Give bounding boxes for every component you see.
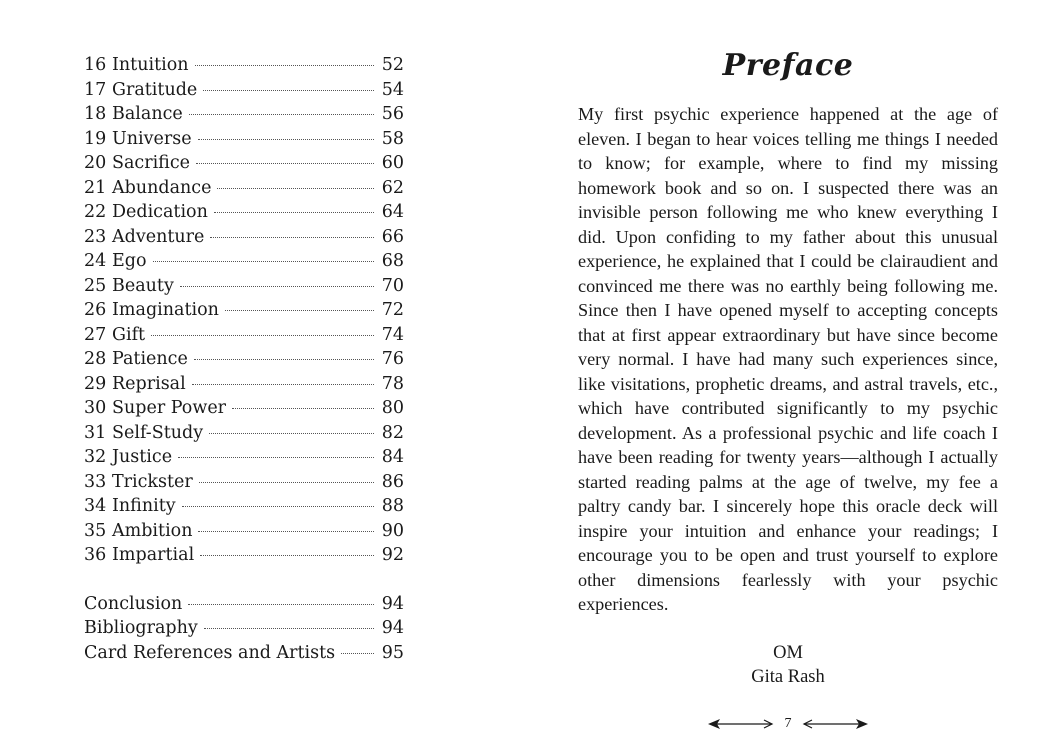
- toc-leader-dots: [178, 457, 374, 458]
- toc-page-number: 58: [381, 128, 404, 149]
- toc-row: [84, 102, 404, 127]
- toc-leader-dots: [188, 604, 373, 605]
- toc-leader-dots: [232, 408, 374, 409]
- toc-chapter-number: 36: [84, 545, 107, 565]
- toc-leader-dots: [180, 286, 374, 287]
- toc-chapter-number: 21: [84, 177, 107, 198]
- toc-title: Trickster: [112, 471, 193, 492]
- toc-page-number: 94: [381, 618, 404, 638]
- toc-row: [84, 274, 404, 299]
- toc-title: Adventure: [112, 226, 205, 247]
- toc-row: [84, 494, 404, 519]
- toc-leader-dots: [194, 359, 374, 360]
- toc-leader-dots: [198, 139, 374, 140]
- toc-back-matter-list: [84, 592, 404, 666]
- toc-title: Beauty: [112, 275, 174, 296]
- toc-title: Infinity: [112, 496, 176, 516]
- page-number: 7: [784, 716, 792, 731]
- toc-leader-dots: [195, 65, 374, 66]
- toc-title: Ambition: [112, 520, 193, 541]
- toc-chapter-number: 24: [84, 251, 107, 271]
- toc-row: [84, 200, 404, 225]
- toc-chapter-number: 16: [84, 55, 107, 75]
- toc-row: [84, 249, 404, 274]
- toc-page-number: 72: [381, 300, 404, 320]
- toc-title: Super Power: [112, 398, 227, 418]
- toc-chapter-number: 26: [84, 300, 107, 320]
- toc-chapter-number: 35: [84, 520, 107, 541]
- toc-row: [84, 298, 404, 323]
- toc-page-number: 86: [381, 471, 404, 492]
- toc-row: [84, 641, 404, 666]
- toc-leader-dots: [196, 163, 374, 164]
- toc-row: [84, 396, 404, 421]
- toc-row: [84, 151, 404, 176]
- toc-page-number: 64: [381, 202, 404, 222]
- toc-title: Abundance: [112, 177, 212, 198]
- toc-title: Reprisal: [112, 373, 186, 394]
- toc-chapter-number: 32: [84, 447, 107, 467]
- toc-row: [84, 445, 404, 470]
- toc-leader-dots: [217, 188, 373, 189]
- toc-page-number: 80: [381, 398, 404, 418]
- toc-title: Conclusion: [84, 593, 183, 614]
- toc-page-number: 84: [381, 447, 404, 467]
- toc-row: [84, 372, 404, 397]
- toc-leader-dots: [204, 628, 374, 629]
- toc-chapter-number: 33: [84, 471, 107, 492]
- toc-row: [84, 543, 404, 568]
- toc-page-number: 94: [381, 593, 404, 614]
- toc-title: Dedication: [112, 202, 208, 222]
- toc-chapter-number: 29: [84, 373, 107, 394]
- toc-title: Universe: [112, 128, 192, 149]
- toc-page-number: 78: [381, 373, 404, 394]
- toc-leader-dots: [209, 433, 374, 434]
- preface-body: My first psychic experience happened at the age of eleven. I began to hear voices telling me things I needed to know; for example, where to find my missing homework book and so on. I suspected there was an invisible person following me who knew everything I did. Upon confiding to my father about this unusual experience, he explained that I could be clairaudient and convinced me there was no earthly being following me. Since then I have opened myself to accepting concepts that at first appear extraordinary but have since become very normal. I have had many such experiences since, like visitations, prophetic dreams, and astral travels, etc., which have contributed significantly to my psychic development. As a professional psychic and life coach I have been reading for twenty years—although I actually started reading palms at the age of twelve, my fee a paltry candy bar. I sincerely hope this oracle deck will inspire your intuition and enhance your readings; I encourage you to be open and trust yourself to explore other dimensions fearlessly with your psychic experiences.: [578, 104, 998, 614]
- preface-author: Gita Rash: [751, 667, 825, 687]
- toc-leader-dots: [200, 555, 374, 556]
- toc-leader-dots: [199, 482, 374, 483]
- toc-chapter-list: [84, 53, 404, 568]
- toc-page-number: 74: [381, 324, 404, 345]
- toc-title: Sacrifice: [112, 153, 191, 173]
- toc-chapter-number: 17: [84, 79, 107, 100]
- toc-page-number: 76: [381, 349, 404, 369]
- toc-page-number: 54: [381, 79, 404, 100]
- toc-title: Ego: [112, 251, 147, 271]
- toc-title: Self-Study: [112, 422, 204, 443]
- toc-row: [84, 225, 404, 250]
- page-footer: [708, 714, 868, 734]
- toc-page-number: 82: [381, 422, 404, 443]
- toc-page-number: 70: [381, 275, 404, 296]
- preface-closing: OM: [773, 643, 803, 663]
- toc-page-number: 60: [381, 153, 404, 173]
- toc-leader-dots: [189, 114, 374, 115]
- toc-leader-dots: [198, 531, 373, 532]
- toc-chapter-number: 30: [84, 398, 107, 418]
- toc-title: Patience: [112, 349, 188, 369]
- preface-title: Preface: [722, 48, 854, 83]
- toc-chapter-number: 19: [84, 128, 107, 149]
- toc-title: Intuition: [112, 55, 189, 75]
- toc-leader-dots: [225, 310, 374, 311]
- toc-page-number: 95: [381, 642, 404, 663]
- toc-row: [84, 421, 404, 446]
- toc-chapter-number: 20: [84, 153, 107, 173]
- toc-chapter-number: 27: [84, 324, 107, 345]
- toc-leader-dots: [210, 237, 373, 238]
- toc-title: Gift: [112, 324, 146, 345]
- toc-chapter-number: 34: [84, 496, 107, 516]
- toc-leader-dots: [182, 506, 374, 507]
- toc-chapter-number: 18: [84, 104, 107, 124]
- toc-row: [84, 78, 404, 103]
- toc-chapter-number: 23: [84, 226, 107, 247]
- arrow-right-icon: [802, 718, 868, 730]
- toc-page-number: 52: [381, 55, 404, 75]
- toc-title: Impartial: [112, 545, 195, 565]
- toc-title: Gratitude: [112, 79, 198, 100]
- toc-row: [84, 616, 404, 641]
- toc-page-number: 56: [381, 104, 404, 124]
- toc-row: [84, 592, 404, 617]
- table-of-contents: [84, 53, 404, 665]
- toc-page-number: 92: [381, 545, 404, 565]
- toc-leader-dots: [153, 261, 374, 262]
- toc-page-number: 68: [381, 251, 404, 271]
- toc-leader-dots: [192, 384, 374, 385]
- toc-title: Bibliography: [84, 618, 198, 638]
- toc-title: Imagination: [112, 300, 219, 320]
- toc-row: [84, 470, 404, 495]
- toc-row: [84, 323, 404, 348]
- toc-row: [84, 53, 404, 78]
- toc-row: [84, 176, 404, 201]
- toc-title: Balance: [112, 104, 183, 124]
- toc-page-number: 88: [381, 496, 404, 516]
- toc-row: [84, 347, 404, 372]
- toc-chapter-number: 31: [84, 422, 107, 443]
- toc-row: [84, 127, 404, 152]
- toc-page-number: 90: [381, 520, 404, 541]
- toc-leader-dots: [203, 90, 373, 91]
- toc-chapter-number: 22: [84, 202, 107, 222]
- toc-page-number: 66: [381, 226, 404, 247]
- toc-chapter-number: 28: [84, 349, 107, 369]
- toc-leader-dots: [214, 212, 374, 213]
- toc-spacer: [84, 568, 404, 592]
- toc-chapter-number: 25: [84, 275, 107, 296]
- toc-page-number: 62: [381, 177, 404, 198]
- toc-title: Justice: [112, 447, 173, 467]
- toc-leader-dots: [341, 653, 374, 654]
- toc-leader-dots: [151, 335, 374, 336]
- toc-title: Card References and Artists: [84, 642, 336, 663]
- toc-row: [84, 519, 404, 544]
